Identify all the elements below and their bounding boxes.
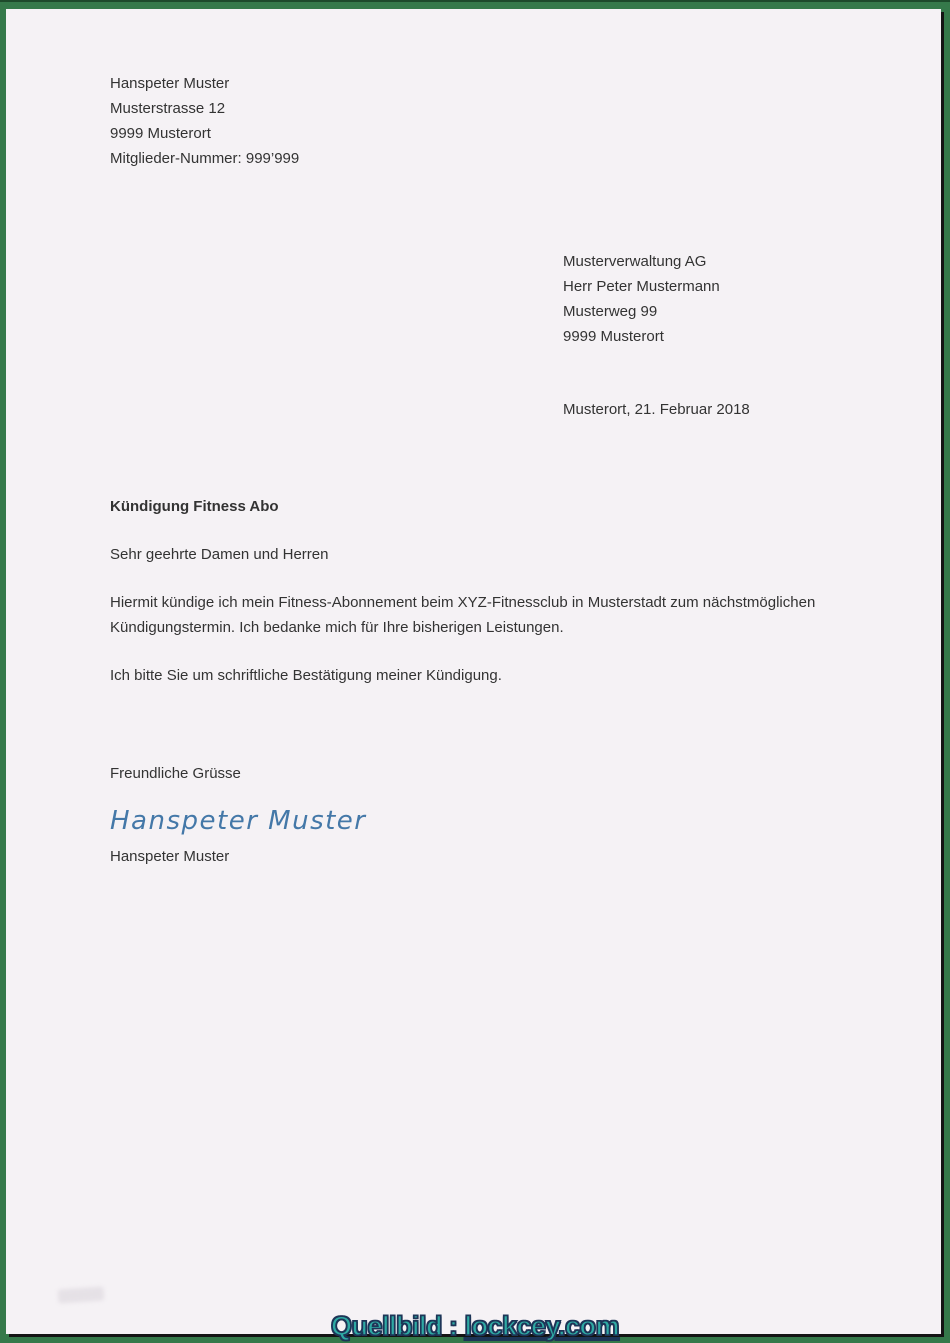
watermark-prefix: Quellbild : — [330, 1311, 465, 1341]
body-paragraph-1: Hiermit kündige ich mein Fitness-Abonnement beim XYZ-Fitnessclub in Musterstadt zum nächstmöglichen Kündigungstermin. Ich bedanke mich für Ihre bisherigen Leistungen. — [110, 594, 816, 636]
recipient-contact: Herr Peter Mustermann — [563, 278, 720, 295]
salutation: Sehr geehrte Damen und Herren — [110, 546, 329, 563]
printed-name: Hanspeter Muster — [110, 848, 230, 865]
recipient-city: 9999 Musterort — [563, 328, 664, 345]
sender-name: Hanspeter Muster — [110, 75, 230, 92]
subject-line: Kündigung Fitness Abo — [110, 498, 279, 515]
handwritten-signature: Hanspeter Muster — [110, 806, 367, 836]
watermark-domain: lockcey.com — [464, 1311, 620, 1341]
body-paragraph-2: Ich bitte Sie um schriftliche Bestätigung meiner Kündigung. — [110, 667, 502, 684]
sender-member-number: Mitglieder-Nummer: 999’999 — [110, 150, 300, 167]
sender-address-block — [110, 71, 841, 171]
recipient-street: Musterweg 99 — [563, 303, 658, 320]
recipient-address-block — [563, 249, 841, 349]
sender-city: 9999 Musterort — [110, 125, 211, 142]
sender-street: Musterstrasse 12 — [110, 100, 226, 117]
recipient-company: Musterverwaltung AG — [563, 253, 707, 270]
letter-page — [6, 9, 941, 1334]
faint-scan-smudge — [58, 1286, 105, 1303]
closing-greeting: Freundliche Grüsse — [110, 765, 241, 782]
source-watermark — [0, 1311, 950, 1342]
date-line: Musterort, 21. Februar 2018 — [563, 401, 750, 418]
